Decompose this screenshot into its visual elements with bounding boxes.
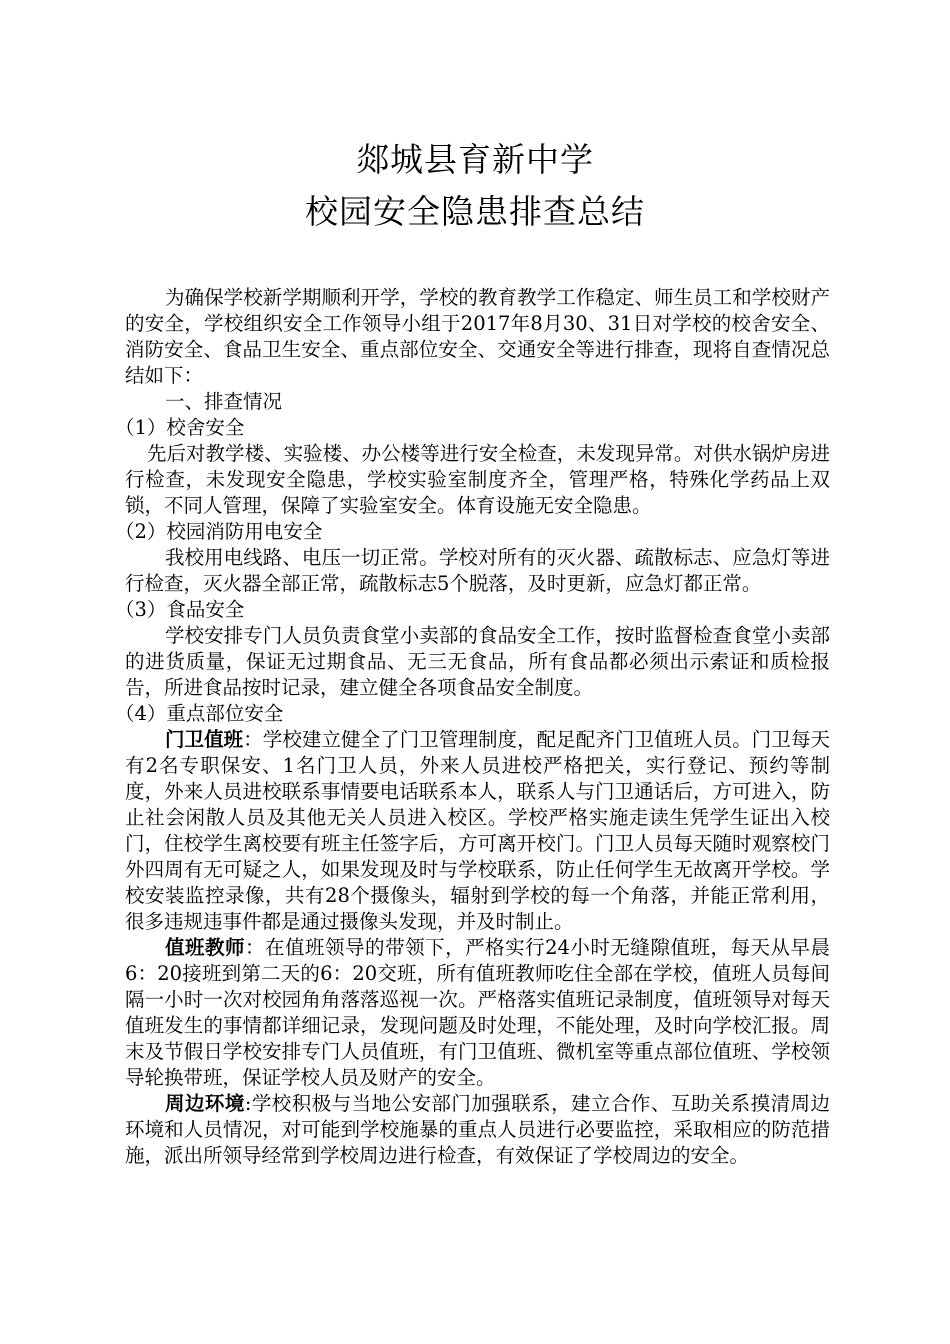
item-text-food: 学校安排专门人员负责食堂小卖部的食品安全工作，按时监督检查食堂小卖部的进货质量，保证无过期食品、无三无食品，所有食品都必须出示索证和质检报告，所进食品按时记录，建立健全各项食品安全制度。 (125, 624, 830, 699)
item-heading-buildings: （1）校舍安全 (115, 416, 245, 439)
guard-duty-text: ：学校建立健全了门卫管理制度，配足配齐门卫值班人员。门卫每天有2名专职保安、1名门卫人员，外来人员进校严格把关，实行登记、预约等制度，外来人员进校联系事情要电话联系本人，联系人与门卫通话后，方可进入，防止社会闲散人员及其他无关人员进入校区。学校严格实施走读生凭学生证出入校门，住校学生离校要有班主任签字后，方可离开校门。门卫人员每天随时观察校门外四周有无可疑之人，如果发现及时与学校联系，防止任何学生无故离开学校。学校安装监控录像，共有28个摄像头，辐射到学校的每一个角落，并能正常利用，很多违规违事件都是通过摄像头发现，并及时制止。 (125, 728, 830, 933)
item-heading-key-areas: （4）重点部位安全 (115, 702, 284, 725)
item-heading-food: （3）食品安全 (115, 598, 245, 621)
guard-duty-paragraph (125, 727, 830, 935)
item-text-fire-electric: 我校用电线路、电压一切正常。学校对所有的灭火器、疏散标志、应急灯等进行检查，灭火器全部正常，疏散标志5个脱落，及时更新，应急灯都正常。 (125, 546, 830, 595)
section-heading-inspection: 一、排查情况 (165, 390, 283, 413)
guard-duty-label: 门卫值班 (165, 728, 244, 751)
document-title-subject: 校园安全隐患排查总结 (305, 192, 645, 231)
surroundings-text: :学校积极与当地公安部门加强联系，建立合作、互助关系摸清周边环境和人员情况，对可能到学校施暴的重点人员进行必要监控，采取相应的防范措施，派出所领导经常到学校周边进行检查，有效保证了学校周边的安全。 (125, 1092, 830, 1167)
teacher-duty-paragraph (125, 935, 830, 1091)
intro-paragraph: 为确保学校新学期顺利开学，学校的教育教学工作稳定、师生员工和学校财产的安全，学校组织安全工作领导小组于2017年8月30、31日对学校的校舍安全、消防安全、食品卫生安全、重点部位安全、交通安全等进行排查，现将自查情况总结如下： (125, 286, 830, 387)
teacher-duty-label: 值班教师 (165, 936, 246, 959)
document-title-school: 郯城县育新中学 (356, 140, 594, 179)
surroundings-paragraph (125, 1091, 830, 1169)
item-text-buildings: 先后对教学楼、实验楼、办公楼等进行安全检查，未发现异常。对供水锅炉房进行检查，未发现安全隐患，学校实验室制度齐全，管理严格，特殊化学药品上双锁，不同人管理，保障了实验室安全。体育设施无安全隐患。 (125, 442, 830, 517)
item-heading-fire-electric: （2）校园消防用电安全 (115, 520, 323, 543)
teacher-duty-text: ：在值班领导的带领下，严格实行24小时无缝隙值班，每天从早晨6：20接班到第二天的6：20交班，所有值班教师吃住全部在学校，值班人员每间隔一小时一次对校园角角落落巡视一次。严格落实值班记录制度，值班领导对每天值班发生的事情都详细记录，发现问题及时处理，不能处理，及时向学校汇报。周末及节假日学校安排专门人员值班，有门卫值班、微机室等重点部位值班、学校领导轮换带班，保证学校人员及财产的安全。 (125, 936, 830, 1089)
document-body (115, 285, 830, 1169)
surroundings-label: 周边环境 (165, 1092, 245, 1115)
